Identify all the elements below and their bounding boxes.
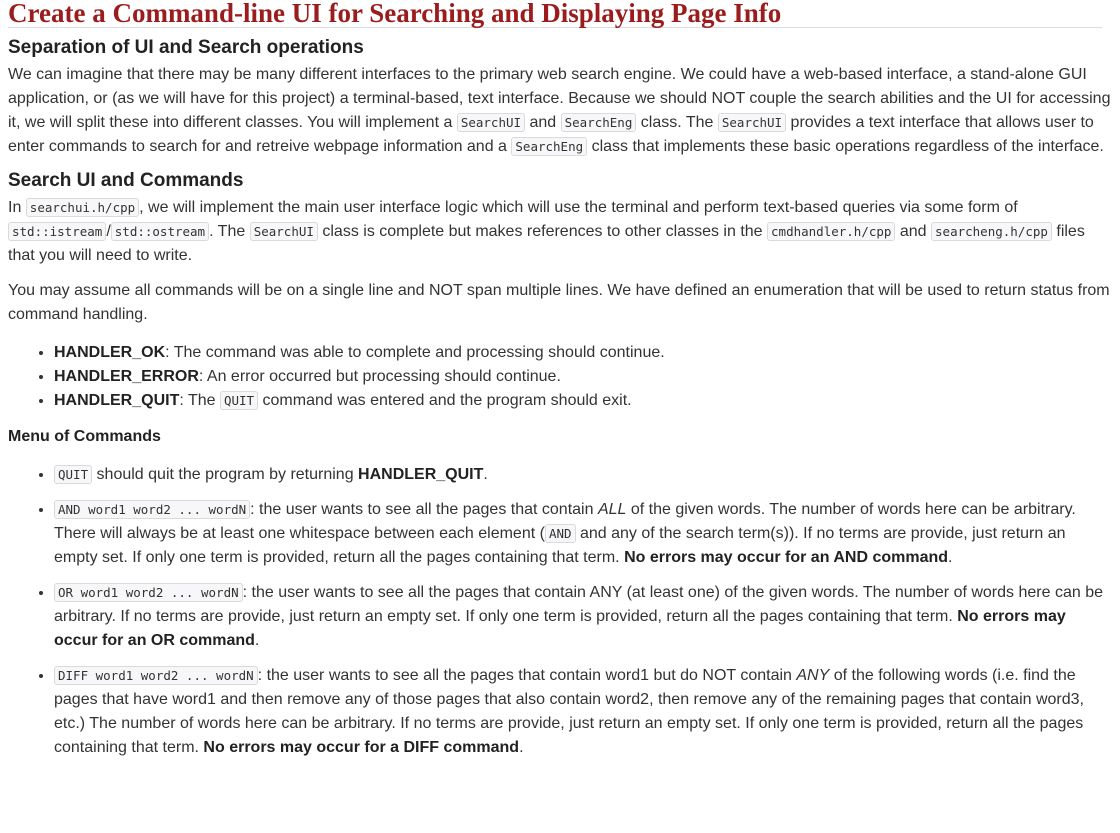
list-item: • HANDLER_OK: The command was able to complete and processing should continue. bbox=[54, 341, 1112, 365]
code-searcheng: SearchEng bbox=[511, 137, 587, 156]
list-item: • HANDLER_QUIT: The QUIT command was entered and the program should exit. bbox=[54, 389, 1112, 413]
code-or-command: OR word1 word2 ... wordN bbox=[54, 583, 243, 602]
search-ui-paragraph: In searchui.h/cpp , we will implement the main user interface logic which will use the terminal and perform text-based queries via some form of std::istream / std::ostream . The SearchUI class is complete but makes references to other classes in the cmdhandler.h/cpp and searcheng.h/cpp files that you will need to write. bbox=[8, 199, 1085, 264]
page-title: Create a Command-line UI for Searching and Displaying Page Info bbox=[8, 0, 1102, 28]
code-searchui: SearchUI bbox=[457, 113, 525, 132]
code-searchui: SearchUI bbox=[718, 113, 786, 132]
menu-heading: Menu of Commands bbox=[8, 428, 161, 445]
code-ostream: std::ostream bbox=[111, 222, 209, 241]
commands-intro-paragraph: You may assume all commands will be on a single line and NOT span multiple lines. We have defined an enumeration that will be used to return status from command handling. bbox=[8, 282, 1110, 323]
section-heading-search-ui: Search UI and Commands bbox=[8, 170, 244, 191]
commands-list bbox=[8, 463, 1112, 760]
code-and: AND bbox=[545, 524, 576, 543]
code-cmdhandler-file: cmdhandler.h/cpp bbox=[767, 222, 895, 241]
code-istream: std::istream bbox=[8, 222, 106, 241]
code-searchui: SearchUI bbox=[250, 222, 318, 241]
list-item-diff: • DIFF word1 word2 ... wordN : the user wants to see all the pages that contain word1 but do NOT contain ANY of the following words (i.e. find the pages that have word1 and then remove any of those pages that also contain word2, then remove any of the remaining pages that contain word3, etc.) The number of words here can be arbitrary. If no terms are provide, just return an empty set. If only one term is provided, return all the pages containing that term. No errors may occur for a DIFF command. bbox=[54, 664, 1112, 760]
section-heading-separation: Separation of UI and Search operations bbox=[8, 37, 364, 58]
list-item-or: • OR word1 word2 ... wordN : the user wants to see all the pages that contain ANY (at least one) of the given words. The number of words here can be arbitrary. If no terms are provide, just return an empty set. If only one term is provided, return all the pages containing that term. No errors may occur for an OR command. bbox=[54, 581, 1112, 653]
list-item-quit: • QUIT should quit the program by returning HANDLER_QUIT. bbox=[54, 463, 1112, 487]
status-list bbox=[8, 341, 1112, 413]
list-item: • HANDLER_ERROR: An error occurred but processing should continue. bbox=[54, 365, 1112, 389]
code-quit: QUIT bbox=[220, 391, 258, 410]
code-searcheng-file: searcheng.h/cpp bbox=[931, 222, 1052, 241]
code-searcheng: SearchEng bbox=[561, 113, 637, 132]
code-searchui-file: searchui.h/cpp bbox=[26, 198, 139, 217]
separation-paragraph: We can imagine that there may be many different interfaces to the primary web search engine. We could have a web-based interface, a stand-alone GUI application, or (as we will have for this project) a terminal-based, text interface. Because we should NOT couple the search abilities and the UI for accessing it, we will split these into different classes. You will implement a SearchUI and SearchEng class. The SearchUI provides a text interface that allows user to enter commands to search for and retreive webpage information and a SearchEng class that implements these basic operations regardless of the interface. bbox=[8, 66, 1111, 155]
code-and-command: AND word1 word2 ... wordN bbox=[54, 500, 250, 519]
code-diff-command: DIFF word1 word2 ... wordN bbox=[54, 666, 258, 685]
code-quit: QUIT bbox=[54, 465, 92, 484]
list-item-and: • AND word1 word2 ... wordN : the user wants to see all the pages that contain ALL of the given words. The number of words here can be arbitrary. There will always be at least one whitespace between each element ( AND and any of the search term(s)). If no terms are provide, just return an empty set. If only one term is provided, return all the pages containing that term. No errors may occur for an AND command. bbox=[54, 498, 1112, 570]
